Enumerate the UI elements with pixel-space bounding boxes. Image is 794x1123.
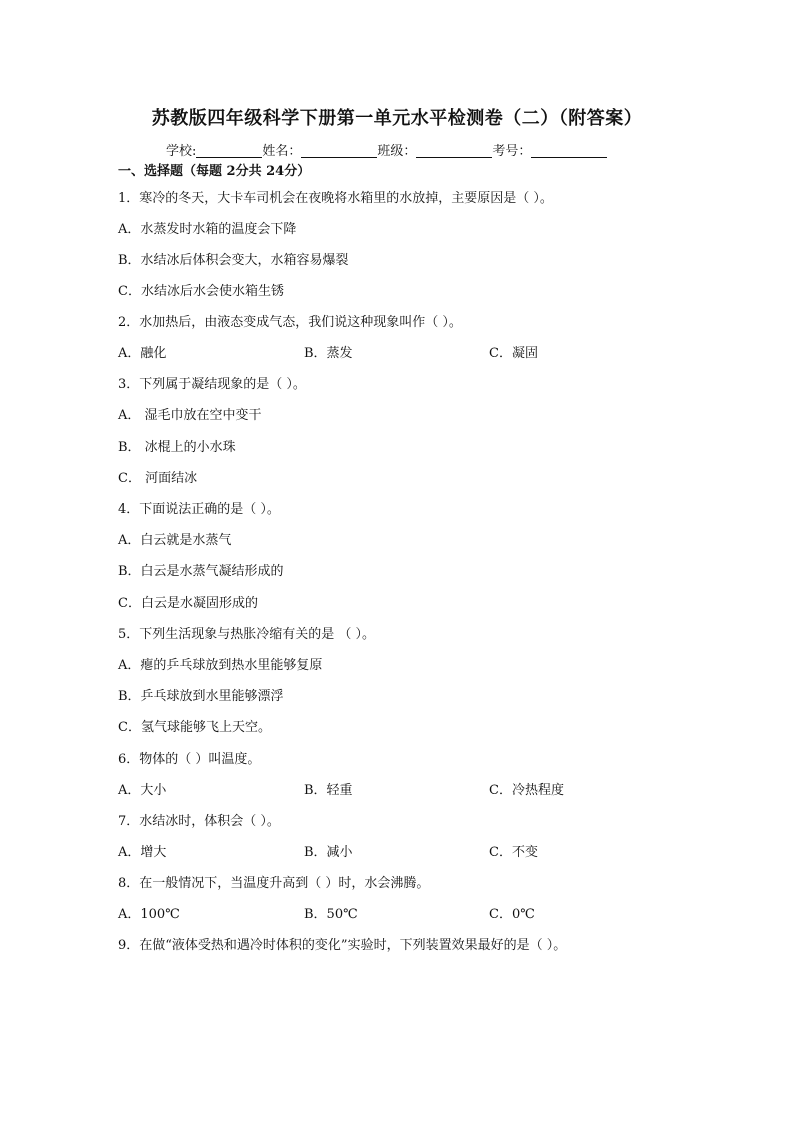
question-4-option-c: C．白云是水凝固形成的 <box>118 596 258 611</box>
question-2-option-b: B．蒸发 <box>304 346 353 361</box>
question-7-option-c: C．不变 <box>489 845 538 860</box>
question-4-option-b: B．白云是水蒸气凝结形成的 <box>118 564 284 579</box>
question-6-option-c: C．冷热程度 <box>489 783 564 798</box>
class-blank[interactable] <box>416 144 492 158</box>
question-8-option-c: C．0℃ <box>489 907 535 922</box>
name-blank[interactable] <box>301 144 377 158</box>
question-8-option-b: B．50℃ <box>304 907 358 922</box>
question-1-option-c: C．水结冰后水会使水箱生锈 <box>118 284 284 299</box>
question-2-stem: 2．水加热后，由液态变成气态，我们说这种现象叫作（ ）。 <box>118 315 462 330</box>
question-6-option-a: A．大小 <box>118 783 167 798</box>
question-8-option-a: A．100℃ <box>118 907 180 922</box>
question-1-stem: 1．寒冷的冬天，大卡车司机会在夜晚将水箱里的水放掉，主要原因是（ ）。 <box>118 191 553 206</box>
question-3-stem: 3．下列属于凝结现象的是（ ）。 <box>118 377 306 392</box>
question-1-option-a: A．水蒸发时水箱的温度会下降 <box>118 222 297 237</box>
class-label: 班级： <box>377 144 417 159</box>
question-2-option-c: C．凝固 <box>489 346 538 361</box>
name-label: 姓名： <box>262 144 302 159</box>
school-label: 学校: <box>166 144 197 159</box>
question-5-option-b: B．乒乓球放到水里能够漂浮 <box>118 689 284 704</box>
question-5-option-a: A．瘪的乒乓球放到热水里能够复原 <box>118 658 323 673</box>
question-8-stem: 8．在一般情况下，当温度升高到（ ）时，水会沸腾。 <box>118 876 430 891</box>
question-9-stem: 9．在做“液体受热和遇冷时体积的变化”实验时，下列装置效果最好的是（ ）。 <box>118 938 567 953</box>
section-heading: 一、选择题（每题 2分共 24分） <box>118 164 311 179</box>
question-6-option-b: B．轻重 <box>304 783 353 798</box>
student-info-row <box>166 140 607 159</box>
question-5-stem: 5．下列生活现象与热胀冷缩有关的是 （ ）。 <box>118 627 376 642</box>
question-7-option-b: B．减小 <box>304 845 353 860</box>
question-3-option-b: B． 冰棍上的小水珠 <box>118 440 236 455</box>
question-4-option-a: A．白云就是水蒸气 <box>118 533 232 548</box>
question-5-option-c: C．氢气球能够飞上天空。 <box>118 720 271 735</box>
exam-no-label: 考号： <box>492 144 532 159</box>
exam-no-blank[interactable] <box>531 144 607 158</box>
question-4-stem: 4．下面说法正确的是（ ）。 <box>118 502 280 517</box>
question-7-option-a: A．增大 <box>118 845 167 860</box>
question-1-option-b: B．水结冰后体积会变大，水箱容易爆裂 <box>118 253 349 268</box>
question-3-option-c: C． 河面结冰 <box>118 471 198 486</box>
question-2-option-a: A．融化 <box>118 346 167 361</box>
question-3-option-a: A． 湿毛巾放在空中变干 <box>118 408 262 423</box>
question-6-stem: 6．物体的（ ）叫温度。 <box>118 752 261 767</box>
school-blank[interactable] <box>196 144 262 158</box>
question-7-stem: 7．水结冰时，体积会（ ）。 <box>118 814 280 829</box>
page-title: 苏教版四年级科学下册第一单元水平检测卷（二）（附答案） <box>151 108 643 129</box>
